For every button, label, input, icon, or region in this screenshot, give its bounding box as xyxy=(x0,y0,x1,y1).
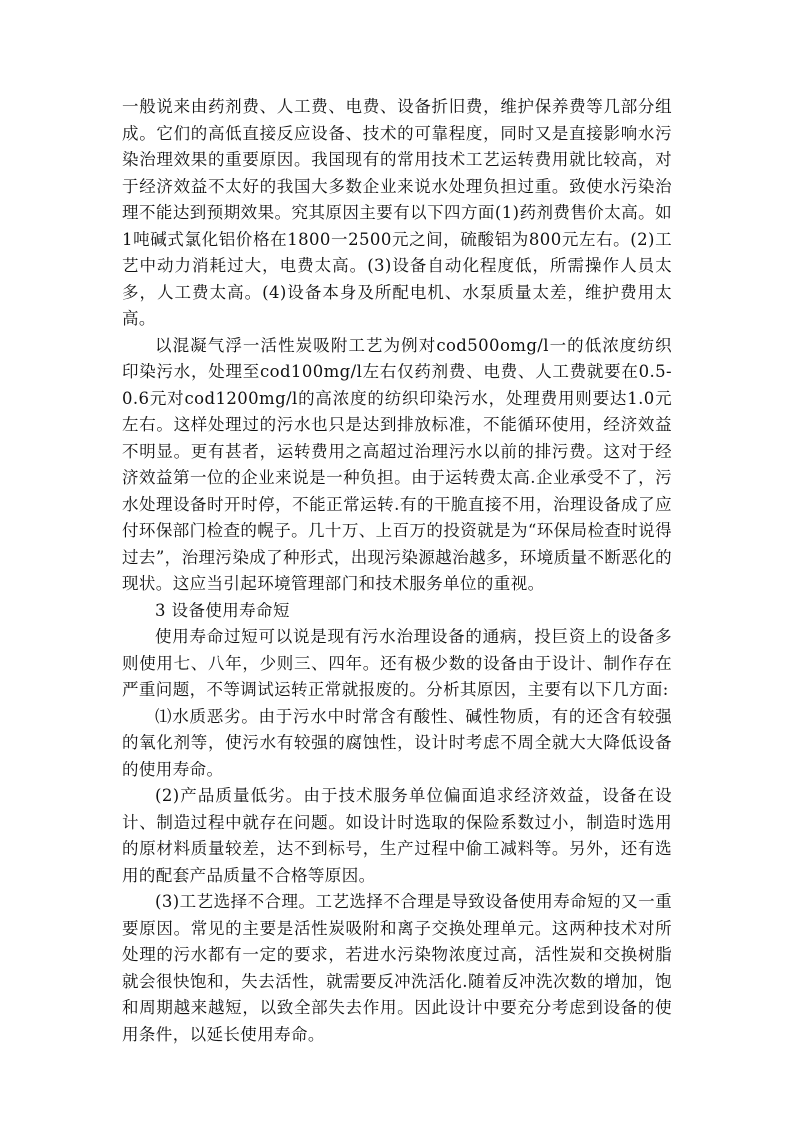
section-heading: 3 设备使用寿命短 xyxy=(155,600,290,620)
paragraph-example-process: 以混凝气浮一活性炭吸附工艺为例对cod500omg/l一的低浓度纺织印染污水，处理至cod100mg/l左右仅药剂费、电费、人工费就要在0.5-0.6元对cod1200mg/l的高浓度的纺织印染污水，处理费用则要达1.0元左右。这样处理过的污水也只是达到排放标准，不能循环使用，经济效益不明显。更有甚者，运转费用之高超过治理污水以前的排污费。这对于经济效益第一位的企业来说是一种负担。由于运转费太高.企业承受不了，污水处理设备时开时停，不能正常运转.有的干脆直接不用，治理设备成了应付环保部门检查的幌子。几十万、上百万的投资就是为“环保局检查时说得过去”，治理污染成了种形式，出现污染源越治越多，环境质量不断恶化的现状。这应当引起环境管理部门和技术服务单位的重视。 xyxy=(122,335,672,593)
paragraph-process-selection: (3)工艺选择不合理。工艺选择不合理是导致设备使用寿命短的又一重要原因。常见的主要是活性炭吸附和离子交换处理单元。这两种技术对所处理的污水都有一定的要求，若进水污染物浓度过高，活性炭和交换树脂就会很快饱和，失去活性，就需要反冲洗活化.随着反冲洗次数的增加，饱和周期越来越短，以致全部失去作用。因此设计中要充分考虑到设备的使用条件，以延长使用寿命。 xyxy=(122,892,672,1044)
paragraph-service-life: 使用寿命过短可以说是现有污水治理设备的通病，投巨资上的设备多则使用七、八年，少则三、四年。还有极少数的设备由于设计、制作存在严重问题，不等调试运转正常就报废的。分析其原因，主要有以下几方面: xyxy=(122,627,672,699)
paragraph-operating-cost: 一般说来由药剂费、人工费、电费、设备折旧费，维护保养费等几部分组成。它们的高低直接反应设备、技术的可靠程度，同时又是直接影响水污染治理效果的重要原因。我国现有的常用技术工艺运转费用就比较高，对于经济效益不太好的我国大多数企业来说水处理负担过重。致使水污染治理不能达到预期效果。究其原因主要有以下四方面(1)药剂费售价太高。如1吨碱式氯化铝价格在1800一2500元之间，硫酸铝为800元左右。(2)工艺中动力消耗过大，电费太高。(3)设备自动化程度低，所需操作人员太多，人工费太高。(4)设备本身及所配电机、水泵质量太差，维护费用太高。 xyxy=(122,97,672,328)
paragraph-water-quality: ⑴水质恶劣。由于污水中时常含有酸性、碱性物质，有的还含有较强的氧化剂等，使污水有较强的腐蚀性，设计时考虑不周全就大大降低设备的使用寿命。 xyxy=(122,706,672,779)
document-page xyxy=(122,94,672,1048)
paragraph-product-quality: (2)产品质量低劣。由于技术服务单位偏面追求经济效益，设备在设计、制造过程中就存在问题。如设计时选取的保险系数过小，制造时选用的原材料质量较差，达不到标号，生产过程中偷工减料等。另外，还有选用的配套产品质量不合格等原因。 xyxy=(122,786,672,885)
